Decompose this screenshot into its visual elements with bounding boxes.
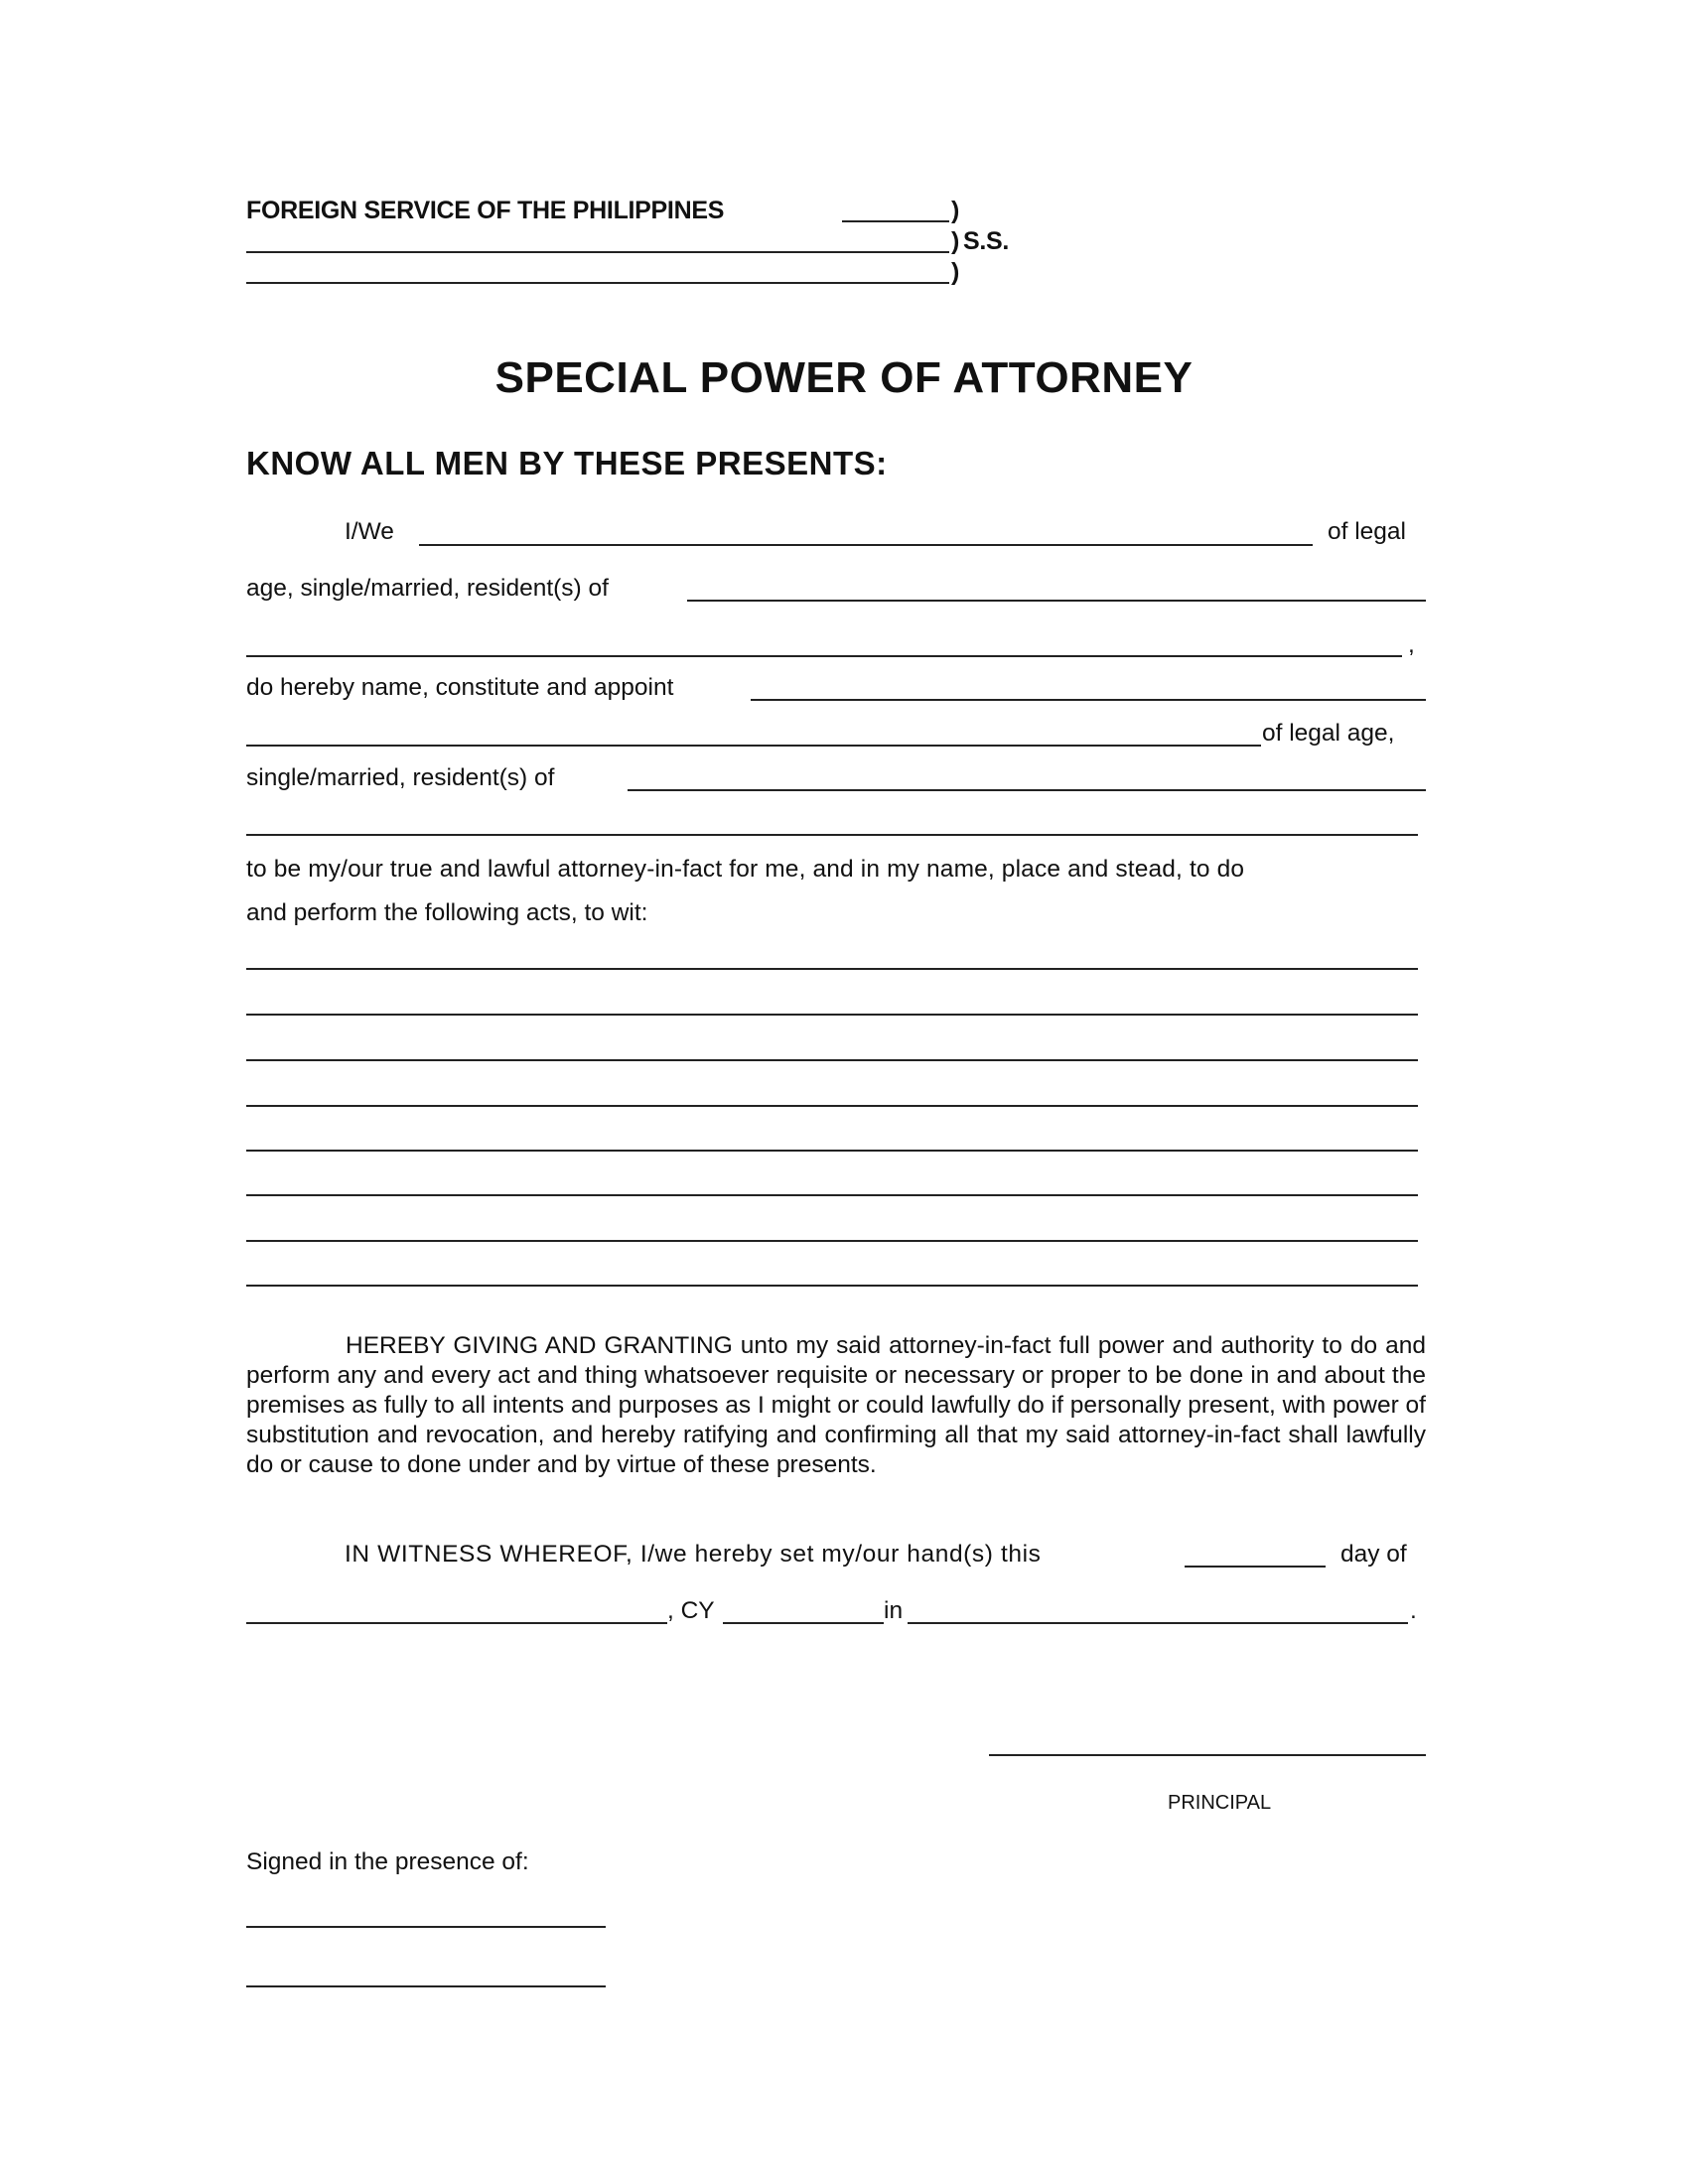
know-all-men-heading: KNOW ALL MEN BY THESE PRESENTS: [246,445,888,481]
in-label: in [884,1597,904,1624]
i-we-label: I/We [345,518,394,545]
acts-blank-line-1[interactable] [246,968,1418,970]
principal-name-field[interactable] [419,544,1313,546]
acts-blank-line-4[interactable] [246,1105,1418,1107]
signed-presence-label: Signed in the presence of: [246,1848,529,1875]
attorney-resident-label: single/married, resident(s) of [246,764,555,791]
witness-whereof-text: IN WITNESS WHEREOF, I/we hereby set my/our hand(s) this [345,1541,1042,1568]
acts-blank-line-2[interactable] [246,1014,1418,1016]
foreign-service-label: FOREIGN SERVICE OF THE PHILIPPINES [246,197,725,224]
age-resident-label: age, single/married, resident(s) of [246,575,609,602]
attorney-in-fact-line-1: to be my/our true and lawful attorney-in-fact for me, and in my name, place and stead, to do [246,856,1245,883]
place-field[interactable] [908,1622,1408,1624]
month-field[interactable] [246,1622,667,1624]
of-legal-age-label: of legal age, [1262,720,1395,747]
witness-signature-line-2[interactable] [246,1985,606,1987]
attorney-name-field-1[interactable] [751,699,1426,701]
paren-1: ) [951,197,960,224]
principal-signature-line[interactable] [989,1754,1426,1756]
principal-label: PRINCIPAL [1168,1792,1272,1814]
paren-3: ) [951,258,960,286]
principal-residence-field-2[interactable] [246,655,1402,657]
attorney-in-fact-line-2: and perform the following acts, to wit: [246,899,648,926]
granting-paragraph [246,1331,1426,1480]
acts-blank-line-6[interactable] [246,1194,1418,1196]
venue-blank-field-1[interactable] [246,251,949,253]
day-field[interactable] [1185,1566,1326,1568]
post-blank-field[interactable] [842,220,949,222]
year-field[interactable] [723,1622,884,1624]
acts-blank-line-3[interactable] [246,1059,1418,1061]
paren-2: ) [951,227,960,255]
ss-label: S.S. [963,227,1010,255]
document-title: SPECIAL POWER OF ATTORNEY [494,353,1194,402]
cy-label: , CY [667,1597,715,1624]
acts-blank-line-7[interactable] [246,1240,1418,1242]
granting-paragraph-text: HEREBY GIVING AND GRANTING unto my said attorney-in-fact full power and authority to do and perform any and every act and thing whatsoever requisite or necessary or proper to be done in and about the premises as fully to all intents and purposes as I might or could lawfully do if personally present, with power of substitution and revocation, and hereby ratifying and confirming all that my said attorney-in-fact shall lawfully do or cause to done under and by virtue of these presents. [246,1332,1426,1478]
appoint-label: do hereby name, constitute and appoint [246,674,674,701]
attorney-residence-field-2[interactable] [246,834,1418,836]
principal-residence-field-1[interactable] [687,600,1426,602]
attorney-name-field-2[interactable] [246,745,1261,747]
acts-blank-line-8[interactable] [246,1285,1418,1287]
day-of-label: day of [1340,1541,1407,1568]
acts-blank-line-5[interactable] [246,1150,1418,1152]
of-legal-label: of legal [1328,518,1407,545]
attorney-residence-field-1[interactable] [628,789,1426,791]
venue-blank-field-2[interactable] [246,282,949,284]
comma: , [1408,631,1415,658]
witness-signature-line-1[interactable] [246,1926,606,1928]
period: . [1410,1597,1417,1624]
